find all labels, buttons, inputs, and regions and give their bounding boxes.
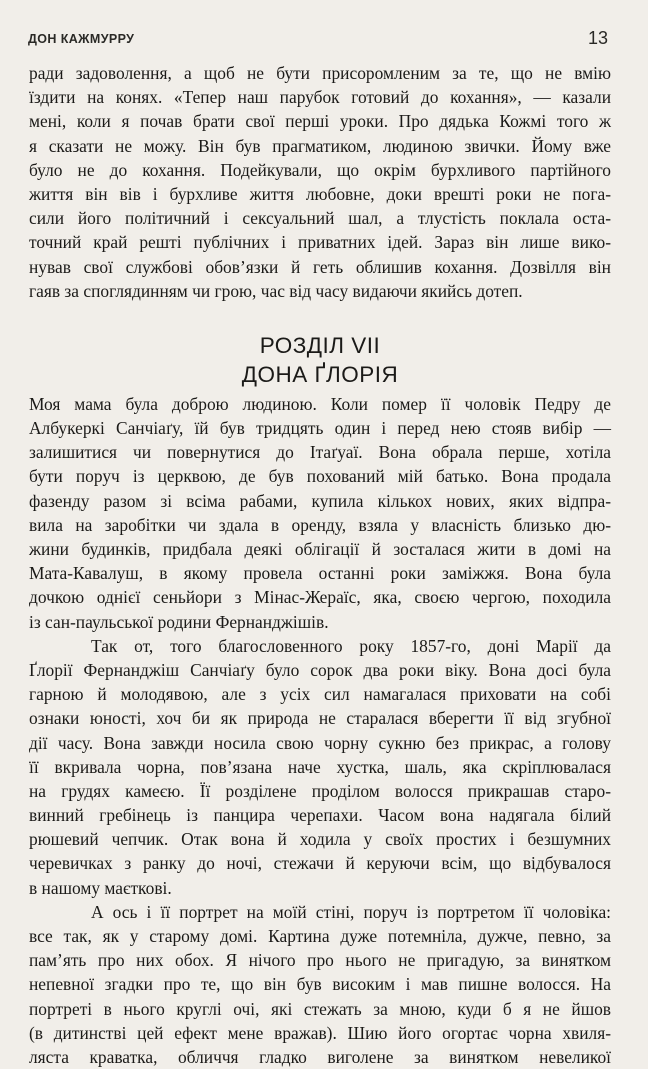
- text-line: нував свої службові обов’язки й геть облишив кохання. Дозвілля він: [29, 256, 611, 277]
- paragraph: [29, 634, 611, 900]
- chapter-heading-block: [29, 331, 611, 389]
- text-line: Мата-Кавалуш, в якому провела останні роки заміжжя. Вона була: [29, 563, 611, 584]
- text-line: гаяв за споглядинням чи грою, час від часу видаючи якийсь дотеп.: [29, 280, 523, 301]
- text-line: Так от, того благословенного року 1857-го, доні Марії да: [91, 635, 611, 656]
- text-line: черевичках з ранку до ночі, стежачи й керуючи всім, що відбувалося: [29, 853, 611, 874]
- text-line: Албукеркі Санчіаґу, їй був тридцять один і перед нею стояв вибір —: [29, 418, 611, 439]
- text-line: ляста краватка, обличчя гладко виголене за винятком невеликої: [29, 1046, 611, 1067]
- paragraph: [29, 900, 611, 1069]
- body-text: [29, 61, 611, 1069]
- text-line: винний гребінець із панцира черепахи. Часом вона надягала білий: [29, 805, 611, 826]
- section-gap: [29, 303, 611, 325]
- text-line: точний край решті публічних і приватних ідей. Зараз він лише вико-: [29, 232, 611, 253]
- text-line: рюшевий чепчик. Отак вона й ходила у своїх простих і безшумних: [29, 829, 611, 850]
- paragraph-chapter-opening: [29, 392, 611, 634]
- text-line: непевної згадки про те, що він був високим і мав пишне волосся. На: [29, 974, 611, 995]
- text-line: життя він вів і бурхливе життя любовне, доки врешті роки не пога-: [29, 183, 611, 204]
- text-line: Ґлорії Фернанджіш Санчіаґу було сорок два роки віку. Вона досі була: [29, 659, 611, 680]
- running-title: ДОН КАЖМУРРУ: [28, 32, 135, 46]
- text-line: все так, як у старому домі. Картина дуже потемніла, дужче, певно, за: [29, 926, 611, 946]
- text-line: ради задоволення, а щоб не бути присоромленим за те, що не вмію: [29, 63, 611, 83]
- text-line: мені, коли я почав брати свої перші уроки. Про дядька Кожмі того ж: [29, 111, 611, 132]
- text-line: бути поруч із церквою, де був похований мій батько. Вона продала: [29, 466, 611, 487]
- text-line: Моя мама була доброю людиною. Коли помер її чоловік Педру де: [29, 393, 611, 414]
- text-line: ознаки юності, хоч би як природа не старалася вберегти її від згубної: [29, 708, 611, 729]
- text-line: А ось і її портрет на моїй стіні, поруч із портретом її чоловіка:: [91, 901, 611, 922]
- text-line: її вкривала чорна, пов’язана наче хустка, шаль, яка скріплювалася: [29, 756, 611, 777]
- text-line: було не до кохання. Подейкували, що окрім бурхливого партійного: [29, 159, 611, 180]
- text-line: залишитися чи повернутися до Ітаґуаї. Вона обрала перше, хотіла: [29, 442, 611, 463]
- text-line: жини будинків, придбала деякі облігації й зосталася жити в домі на: [29, 539, 611, 559]
- text-line: в нашому маєткові.: [29, 877, 172, 898]
- text-line: пам’ять про них обох. Я нічого про нього не пригадую, за винятком: [29, 950, 611, 971]
- chapter-number: РОЗДІЛ VII: [259, 332, 381, 358]
- text-line: на грудях камеєю. Її розділене проділом волосся прикрашав старо-: [29, 780, 611, 801]
- text-line: (в дитинстві цей ефект мене вражав). Шию його огортає чорна хвиля-: [29, 1022, 611, 1043]
- chapter-title: ДОНА ҐЛОРІЯ: [241, 361, 399, 387]
- paragraph-continued: [29, 61, 611, 303]
- text-line: сили його політичний і сексуальний шал, а тлустість поклала оста-: [29, 208, 611, 229]
- text-line: я сказати не можу. Він був прагматиком, людиною звички. Йому вже: [29, 135, 611, 156]
- text-line: фазенду разом зі всіма рабами, купила кількох нових, яких відпра-: [29, 490, 611, 511]
- text-line: портреті в нього круглі очі, які стежать за мною, куди б я не йшов: [29, 998, 611, 1019]
- text-line: їздити на конях. «Тепер наш парубок готовий до кохання», — казали: [29, 87, 611, 108]
- text-line: гарною й молодявою, але з усіх сил намагалася приховати на собі: [29, 684, 611, 705]
- text-line: дочкою однієї сеньйори з Мінас-Жераїс, яка, своєю чергою, походила: [29, 587, 611, 608]
- text-line: вила на заробітки чи здала в оренду, взяла у власність близько дю-: [29, 514, 611, 535]
- text-line: із сан-паульської родини Фернанджішів.: [29, 611, 329, 632]
- text-line: дії часу. Вона завжди носила свою чорну сукню без прикрас, а голову: [29, 732, 611, 753]
- page-number: 13: [587, 28, 608, 48]
